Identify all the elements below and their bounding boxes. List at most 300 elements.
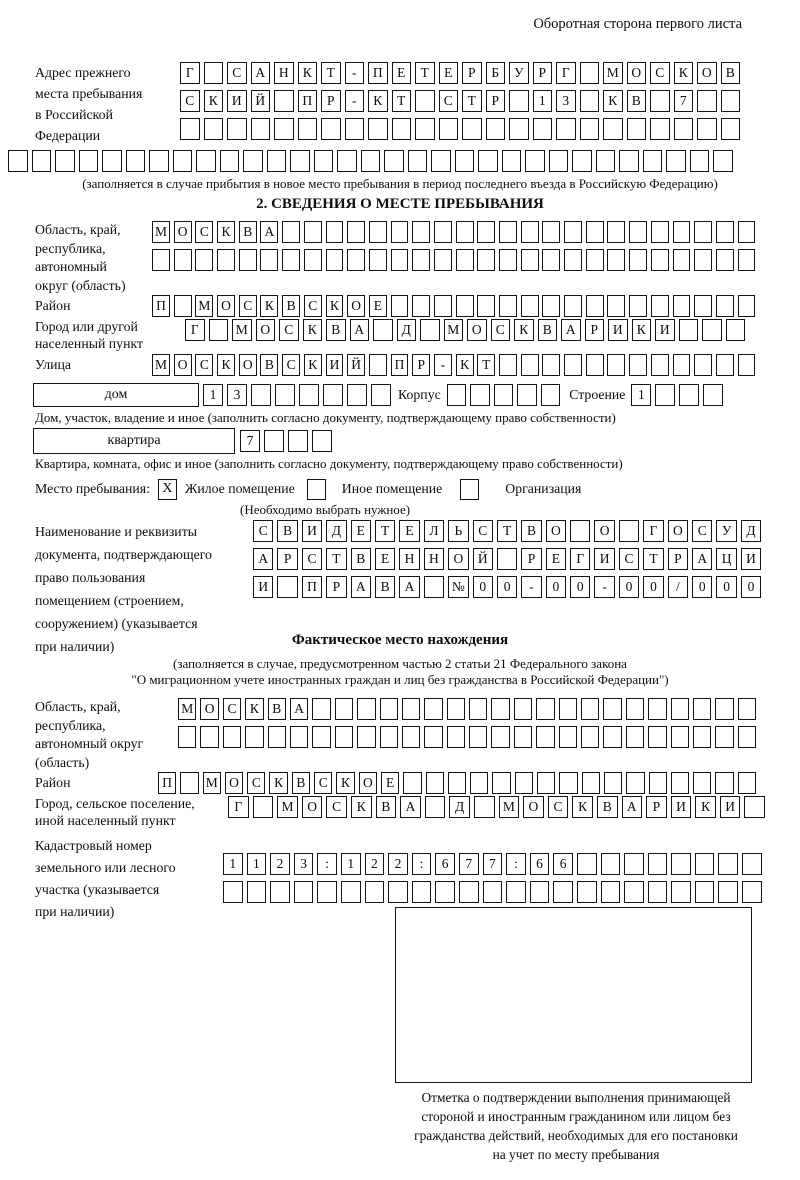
char-cell[interactable]: К — [304, 354, 322, 376]
char-cell[interactable]: А — [622, 796, 643, 818]
char-cell[interactable] — [559, 698, 577, 720]
char-cell[interactable]: : — [506, 853, 526, 875]
char-cell[interactable] — [304, 249, 322, 271]
char-cell[interactable] — [204, 118, 224, 140]
char-cell[interactable] — [415, 118, 435, 140]
char-cell[interactable] — [434, 249, 452, 271]
char-cell[interactable]: К — [351, 796, 372, 818]
char-cell[interactable] — [347, 249, 365, 271]
char-cell[interactable]: П — [391, 354, 409, 376]
char-cell[interactable]: С — [439, 90, 459, 112]
char-cell[interactable] — [456, 221, 474, 243]
char-cell[interactable] — [626, 698, 644, 720]
char-cell[interactable] — [738, 354, 756, 376]
char-cell[interactable] — [703, 384, 723, 406]
char-cell[interactable]: М — [499, 796, 520, 818]
char-cell[interactable]: В — [375, 576, 395, 598]
char-cell[interactable] — [651, 221, 669, 243]
char-cell[interactable] — [483, 881, 503, 903]
char-cell[interactable] — [456, 295, 474, 317]
char-cell[interactable] — [277, 576, 297, 598]
char-cell[interactable] — [619, 520, 639, 542]
char-cell[interactable] — [102, 150, 122, 172]
char-cell[interactable] — [559, 772, 577, 794]
char-cell[interactable] — [392, 118, 412, 140]
char-cell[interactable]: 6 — [553, 853, 573, 875]
char-cell[interactable]: М — [444, 319, 464, 341]
char-cell[interactable] — [369, 249, 387, 271]
char-cell[interactable] — [607, 295, 625, 317]
char-cell[interactable]: Б — [486, 62, 506, 84]
char-cell[interactable] — [514, 698, 532, 720]
char-cell[interactable] — [607, 221, 625, 243]
char-cell[interactable]: 7 — [459, 853, 479, 875]
char-cell[interactable] — [581, 698, 599, 720]
char-cell[interactable]: О — [200, 698, 218, 720]
char-cell[interactable]: 1 — [631, 384, 651, 406]
char-cell[interactable]: Р — [646, 796, 667, 818]
char-cell[interactable]: Т — [326, 548, 346, 570]
char-cell[interactable] — [536, 698, 554, 720]
char-cell[interactable] — [499, 221, 517, 243]
char-cell[interactable]: М — [195, 295, 213, 317]
char-cell[interactable]: Т — [375, 520, 395, 542]
char-cell[interactable]: Е — [392, 62, 412, 84]
char-cell[interactable] — [477, 295, 495, 317]
char-cell[interactable] — [693, 726, 711, 748]
char-cell[interactable] — [580, 118, 600, 140]
char-cell[interactable] — [439, 118, 459, 140]
char-cell[interactable]: О — [668, 520, 688, 542]
char-cell[interactable] — [521, 295, 539, 317]
char-cell[interactable]: С — [195, 354, 213, 376]
char-cell[interactable] — [195, 249, 213, 271]
char-cell[interactable] — [536, 726, 554, 748]
char-cell[interactable] — [469, 726, 487, 748]
char-cell[interactable]: П — [368, 62, 388, 84]
char-cell[interactable]: - — [345, 62, 365, 84]
char-cell[interactable] — [604, 772, 622, 794]
char-cell[interactable]: М — [203, 772, 221, 794]
char-cell[interactable] — [462, 118, 482, 140]
char-cell[interactable] — [697, 118, 717, 140]
char-cell[interactable]: № — [448, 576, 468, 598]
char-cell[interactable]: 6 — [435, 853, 455, 875]
char-cell[interactable]: М — [152, 354, 170, 376]
char-cell[interactable] — [718, 881, 738, 903]
char-cell[interactable]: О — [523, 796, 544, 818]
char-cell[interactable] — [577, 853, 597, 875]
char-cell[interactable] — [245, 726, 263, 748]
char-cell[interactable] — [690, 150, 710, 172]
char-cell[interactable]: 0 — [473, 576, 493, 598]
char-cell[interactable] — [499, 295, 517, 317]
char-cell[interactable] — [391, 295, 409, 317]
char-cell[interactable] — [509, 90, 529, 112]
char-cell[interactable] — [577, 881, 597, 903]
char-cell[interactable]: Р — [326, 576, 346, 598]
char-cell[interactable]: Р — [521, 548, 541, 570]
char-cell[interactable]: О — [256, 319, 276, 341]
char-cell[interactable]: Е — [351, 520, 371, 542]
char-cell[interactable]: Т — [392, 90, 412, 112]
char-cell[interactable] — [694, 295, 712, 317]
char-cell[interactable] — [499, 249, 517, 271]
char-cell[interactable]: К — [298, 62, 318, 84]
char-cell[interactable] — [239, 249, 257, 271]
char-cell[interactable] — [223, 726, 241, 748]
char-cell[interactable]: В — [538, 319, 558, 341]
char-cell[interactable]: В — [326, 319, 346, 341]
char-cell[interactable]: : — [317, 853, 337, 875]
char-cell[interactable] — [288, 430, 308, 452]
char-cell[interactable]: П — [302, 576, 322, 598]
char-cell[interactable] — [716, 249, 734, 271]
char-cell[interactable] — [180, 118, 200, 140]
char-cell[interactable] — [380, 698, 398, 720]
char-cell[interactable]: 1 — [533, 90, 553, 112]
char-cell[interactable] — [693, 698, 711, 720]
char-cell[interactable] — [607, 354, 625, 376]
char-cell[interactable]: К — [336, 772, 354, 794]
char-cell[interactable] — [671, 853, 691, 875]
char-cell[interactable]: О — [217, 295, 235, 317]
char-cell[interactable]: Е — [439, 62, 459, 84]
char-cell[interactable] — [227, 118, 247, 140]
char-cell[interactable] — [521, 221, 539, 243]
char-cell[interactable] — [650, 90, 670, 112]
char-cell[interactable] — [477, 221, 495, 243]
char-cell[interactable] — [497, 548, 517, 570]
char-cell[interactable] — [721, 90, 741, 112]
char-cell[interactable]: 3 — [294, 853, 314, 875]
char-cell[interactable]: 3 — [227, 384, 247, 406]
char-cell[interactable]: И — [671, 796, 692, 818]
char-cell[interactable] — [335, 698, 353, 720]
char-cell[interactable]: : — [412, 853, 432, 875]
char-cell[interactable]: В — [239, 221, 257, 243]
char-cell[interactable] — [596, 150, 616, 172]
char-cell[interactable] — [174, 249, 192, 271]
char-cell[interactable]: В — [260, 354, 278, 376]
char-cell[interactable]: Й — [473, 548, 493, 570]
char-cell[interactable]: А — [253, 548, 273, 570]
char-cell[interactable]: - — [345, 90, 365, 112]
char-cell[interactable]: 7 — [483, 853, 503, 875]
char-cell[interactable] — [695, 853, 715, 875]
char-cell[interactable] — [267, 150, 287, 172]
char-cell[interactable] — [264, 430, 284, 452]
char-cell[interactable]: П — [152, 295, 170, 317]
char-cell[interactable]: С — [326, 796, 347, 818]
char-cell[interactable] — [435, 881, 455, 903]
char-cell[interactable] — [200, 726, 218, 748]
char-cell[interactable] — [650, 118, 670, 140]
char-cell[interactable]: С — [473, 520, 493, 542]
char-cell[interactable] — [486, 118, 506, 140]
char-cell[interactable]: К — [368, 90, 388, 112]
char-cell[interactable]: Г — [185, 319, 205, 341]
char-cell[interactable] — [586, 354, 604, 376]
char-cell[interactable]: 2 — [270, 853, 290, 875]
char-cell[interactable]: Н — [424, 548, 444, 570]
char-cell[interactable]: Г — [556, 62, 576, 84]
char-cell[interactable]: И — [608, 319, 628, 341]
char-cell[interactable] — [149, 150, 169, 172]
char-cell[interactable]: У — [716, 520, 736, 542]
char-cell[interactable]: А — [251, 62, 271, 84]
char-cell[interactable]: А — [692, 548, 712, 570]
char-cell[interactable] — [447, 384, 467, 406]
char-cell[interactable] — [253, 796, 274, 818]
char-cell[interactable]: Р — [277, 548, 297, 570]
char-cell[interactable] — [412, 881, 432, 903]
char-cell[interactable]: Ь — [448, 520, 468, 542]
char-cell[interactable] — [564, 249, 582, 271]
char-cell[interactable] — [537, 772, 555, 794]
char-cell[interactable] — [738, 221, 756, 243]
char-cell[interactable] — [693, 772, 711, 794]
char-cell[interactable]: О — [467, 319, 487, 341]
char-cell[interactable]: С — [314, 772, 332, 794]
char-cell[interactable]: О — [347, 295, 365, 317]
char-cell[interactable] — [586, 221, 604, 243]
char-cell[interactable] — [326, 221, 344, 243]
char-cell[interactable]: О — [359, 772, 377, 794]
char-cell[interactable] — [384, 150, 404, 172]
char-cell[interactable] — [671, 698, 689, 720]
char-cell[interactable] — [204, 62, 224, 84]
char-cell[interactable]: 0 — [619, 576, 639, 598]
char-cell[interactable] — [542, 221, 560, 243]
char-cell[interactable]: В — [721, 62, 741, 84]
char-cell[interactable] — [402, 698, 420, 720]
checkbox-zhiloe[interactable]: X — [158, 479, 177, 500]
char-cell[interactable] — [298, 118, 318, 140]
char-cell[interactable]: С — [302, 548, 322, 570]
char-cell[interactable] — [274, 118, 294, 140]
char-cell[interactable]: К — [695, 796, 716, 818]
char-cell[interactable]: Е — [399, 520, 419, 542]
char-cell[interactable] — [209, 319, 229, 341]
char-cell[interactable]: Е — [369, 295, 387, 317]
char-cell[interactable] — [424, 576, 444, 598]
char-cell[interactable]: Е — [375, 548, 395, 570]
char-cell[interactable] — [629, 295, 647, 317]
char-cell[interactable] — [223, 881, 243, 903]
char-cell[interactable]: С — [491, 319, 511, 341]
char-cell[interactable]: П — [298, 90, 318, 112]
char-cell[interactable] — [312, 698, 330, 720]
char-cell[interactable] — [619, 150, 639, 172]
char-cell[interactable] — [626, 726, 644, 748]
char-cell[interactable] — [509, 118, 529, 140]
char-cell[interactable] — [648, 726, 666, 748]
char-cell[interactable]: - — [521, 576, 541, 598]
char-cell[interactable] — [624, 853, 644, 875]
char-cell[interactable] — [317, 881, 337, 903]
char-cell[interactable] — [388, 881, 408, 903]
char-cell[interactable] — [335, 726, 353, 748]
char-cell[interactable]: О — [594, 520, 614, 542]
char-cell[interactable] — [312, 430, 332, 452]
char-cell[interactable] — [697, 90, 717, 112]
char-cell[interactable] — [412, 249, 430, 271]
char-cell[interactable]: Д — [397, 319, 417, 341]
char-cell[interactable]: 3 — [556, 90, 576, 112]
char-cell[interactable] — [738, 698, 756, 720]
char-cell[interactable]: Р — [412, 354, 430, 376]
char-cell[interactable] — [299, 384, 319, 406]
char-cell[interactable]: Т — [477, 354, 495, 376]
char-cell[interactable] — [651, 295, 669, 317]
char-cell[interactable] — [601, 881, 621, 903]
char-cell[interactable] — [738, 295, 756, 317]
char-cell[interactable] — [290, 726, 308, 748]
char-cell[interactable] — [702, 319, 722, 341]
char-cell[interactable]: 2 — [388, 853, 408, 875]
char-cell[interactable] — [581, 726, 599, 748]
char-cell[interactable] — [648, 698, 666, 720]
char-cell[interactable]: М — [277, 796, 298, 818]
char-cell[interactable] — [369, 354, 387, 376]
char-cell[interactable] — [559, 726, 577, 748]
char-cell[interactable]: Й — [251, 90, 271, 112]
char-cell[interactable]: А — [260, 221, 278, 243]
char-cell[interactable]: Н — [274, 62, 294, 84]
char-cell[interactable] — [586, 249, 604, 271]
char-cell[interactable] — [448, 772, 466, 794]
char-cell[interactable]: П — [158, 772, 176, 794]
char-cell[interactable] — [643, 150, 663, 172]
char-cell[interactable] — [673, 295, 691, 317]
char-cell[interactable]: 1 — [341, 853, 361, 875]
char-cell[interactable]: / — [668, 576, 688, 598]
char-cell[interactable]: О — [302, 796, 323, 818]
char-cell[interactable] — [391, 221, 409, 243]
char-cell[interactable]: Р — [486, 90, 506, 112]
char-cell[interactable] — [369, 221, 387, 243]
char-cell[interactable] — [403, 772, 421, 794]
char-cell[interactable] — [715, 726, 733, 748]
char-cell[interactable] — [673, 354, 691, 376]
char-cell[interactable] — [434, 221, 452, 243]
char-cell[interactable]: К — [632, 319, 652, 341]
char-cell[interactable] — [431, 150, 451, 172]
char-cell[interactable] — [553, 881, 573, 903]
char-cell[interactable]: Р — [533, 62, 553, 84]
char-cell[interactable]: - — [434, 354, 452, 376]
char-cell[interactable] — [217, 249, 235, 271]
char-cell[interactable]: И — [594, 548, 614, 570]
char-cell[interactable]: К — [245, 698, 263, 720]
char-cell[interactable] — [715, 698, 733, 720]
char-cell[interactable]: 0 — [692, 576, 712, 598]
char-cell[interactable] — [365, 881, 385, 903]
char-cell[interactable] — [337, 150, 357, 172]
char-cell[interactable]: В — [351, 548, 371, 570]
char-cell[interactable]: К — [674, 62, 694, 84]
char-cell[interactable] — [173, 150, 193, 172]
char-cell[interactable] — [368, 118, 388, 140]
char-cell[interactable]: О — [448, 548, 468, 570]
char-cell[interactable] — [601, 853, 621, 875]
char-cell[interactable] — [556, 118, 576, 140]
char-cell[interactable]: С — [239, 295, 257, 317]
char-cell[interactable]: О — [174, 354, 192, 376]
char-cell[interactable]: А — [350, 319, 370, 341]
char-cell[interactable]: К — [217, 221, 235, 243]
char-cell[interactable]: А — [561, 319, 581, 341]
char-cell[interactable] — [629, 221, 647, 243]
char-cell[interactable]: В — [268, 698, 286, 720]
char-cell[interactable]: В — [521, 520, 541, 542]
char-cell[interactable]: - — [594, 576, 614, 598]
char-cell[interactable] — [180, 772, 198, 794]
checkbox-inoe[interactable] — [307, 479, 326, 500]
char-cell[interactable] — [716, 221, 734, 243]
char-cell[interactable] — [402, 726, 420, 748]
char-cell[interactable] — [268, 726, 286, 748]
char-cell[interactable] — [312, 726, 330, 748]
char-cell[interactable] — [694, 249, 712, 271]
char-cell[interactable] — [357, 726, 375, 748]
char-cell[interactable] — [408, 150, 428, 172]
char-cell[interactable]: В — [292, 772, 310, 794]
char-cell[interactable] — [361, 150, 381, 172]
char-cell[interactable]: И — [253, 576, 273, 598]
char-cell[interactable]: С — [650, 62, 670, 84]
char-cell[interactable]: С — [253, 520, 273, 542]
char-cell[interactable]: С — [619, 548, 639, 570]
char-cell[interactable]: К — [204, 90, 224, 112]
char-cell[interactable] — [32, 150, 52, 172]
char-cell[interactable] — [695, 881, 715, 903]
char-cell[interactable]: С — [227, 62, 247, 84]
char-cell[interactable] — [533, 118, 553, 140]
char-cell[interactable]: С — [195, 221, 213, 243]
char-cell[interactable] — [420, 319, 440, 341]
char-cell[interactable] — [260, 249, 278, 271]
char-cell[interactable]: Р — [321, 90, 341, 112]
char-cell[interactable] — [347, 221, 365, 243]
char-cell[interactable] — [570, 520, 590, 542]
char-cell[interactable]: 0 — [570, 576, 590, 598]
char-cell[interactable] — [716, 354, 734, 376]
char-cell[interactable]: К — [260, 295, 278, 317]
char-cell[interactable] — [294, 881, 314, 903]
char-cell[interactable]: И — [302, 520, 322, 542]
char-cell[interactable] — [515, 772, 533, 794]
char-cell[interactable]: 0 — [546, 576, 566, 598]
char-cell[interactable] — [55, 150, 75, 172]
char-cell[interactable] — [494, 384, 514, 406]
char-cell[interactable]: Г — [180, 62, 200, 84]
char-cell[interactable] — [671, 881, 691, 903]
char-cell[interactable]: Т — [497, 520, 517, 542]
char-cell[interactable]: Т — [321, 62, 341, 84]
char-cell[interactable] — [380, 726, 398, 748]
char-cell[interactable] — [716, 295, 734, 317]
char-cell[interactable] — [541, 384, 561, 406]
char-cell[interactable] — [530, 881, 550, 903]
char-cell[interactable] — [694, 354, 712, 376]
char-cell[interactable] — [424, 726, 442, 748]
char-cell[interactable] — [357, 698, 375, 720]
char-cell[interactable]: Е — [381, 772, 399, 794]
char-cell[interactable] — [447, 698, 465, 720]
char-cell[interactable]: С — [223, 698, 241, 720]
